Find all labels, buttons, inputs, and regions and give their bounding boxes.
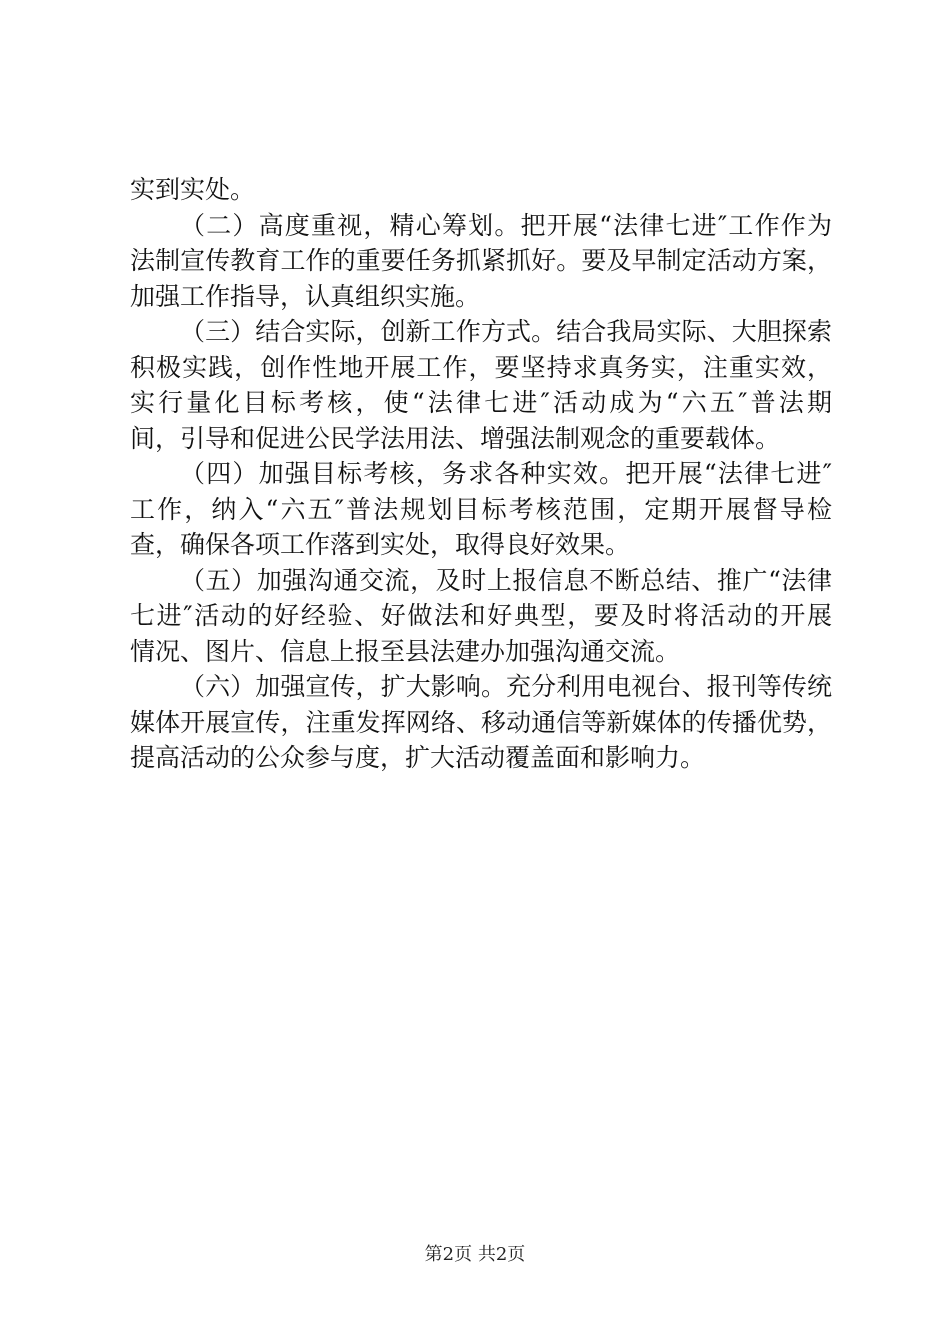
body-line: 情况、图片、信息上报至县法建办加强沟通交流。	[130, 636, 681, 666]
body-line: （五）加强沟通交流，及时上报信息不断总结、推广“法律	[180, 565, 832, 595]
body-line: （六）加强宣传，扩大影响。充分利用电视台、报刊等传统	[180, 672, 832, 701]
document-body	[130, 172, 832, 776]
body-line: 实行量化目标考核，使“法律七进″活动成为“六五″普法期	[130, 388, 832, 417]
body-line: 查，确保各项工作落到实处，取得良好效果。	[130, 530, 631, 559]
body-line: （四）加强目标考核，务求各种实效。把开展“法律七进″	[180, 459, 832, 488]
body-line: 媒体开展宣传，注重发挥网络、移动通信等新媒体的传播优势，	[130, 707, 832, 737]
body-line: 法制宣传教育工作的重要任务抓紧抓好。要及早制定活动方案，	[130, 246, 832, 275]
page-number-footer: 第2页 共2页	[424, 1244, 526, 1265]
body-line: （三）结合实际，创新工作方式。结合我局实际、大胆探索	[180, 317, 832, 346]
body-line: 提高活动的公众参与度，扩大活动覆盖面和影响力。	[130, 743, 706, 772]
body-line: 间，引导和促进公民学法用法、增强法制观念的重要载体。	[130, 423, 781, 453]
body-line: 工作，纳入“六五″普法规划目标考核范围，定期开展督导检	[130, 494, 832, 524]
body-line: （二）高度重视，精心筹划。把开展“法律七进″工作作为	[180, 210, 832, 240]
body-line: 积极实践，创作性地开展工作，要坚持求真务实，注重实效，	[130, 352, 832, 382]
body-line: 加强工作指导，认真组织实施。	[130, 281, 481, 311]
body-line: 七进″活动的好经验、好做法和好典型，要及时将活动的开展	[130, 601, 832, 630]
body-line: 实到实处。	[130, 175, 256, 204]
